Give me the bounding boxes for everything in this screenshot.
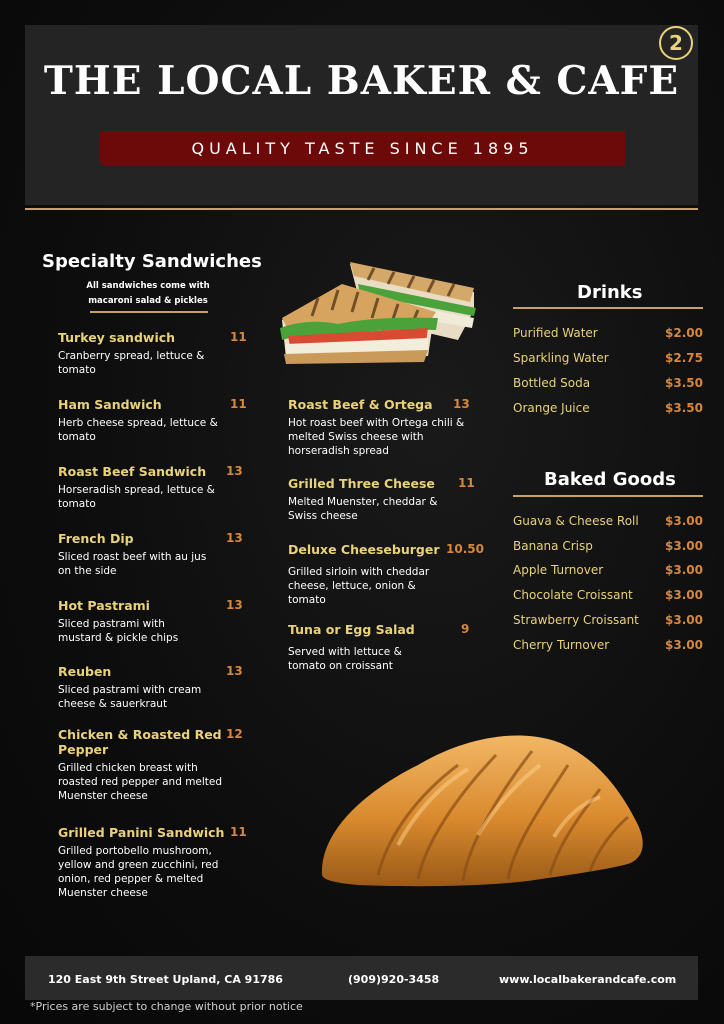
sandwich-image bbox=[278, 258, 480, 366]
item-price: 11 bbox=[458, 476, 475, 490]
baked-row bbox=[513, 514, 703, 532]
menu-item bbox=[288, 542, 483, 607]
drink-price: $3.50 bbox=[665, 376, 703, 390]
menu-item bbox=[288, 622, 483, 673]
item-price: 10.50 bbox=[446, 542, 484, 556]
menu-item bbox=[58, 397, 253, 444]
baked-row bbox=[513, 563, 703, 581]
sandwiches-title: Specialty Sandwiches bbox=[42, 251, 262, 272]
item-name: Roast Beef Sandwich bbox=[58, 464, 207, 479]
croissant-image bbox=[318, 725, 650, 890]
drink-name: Sparkling Water bbox=[513, 351, 609, 365]
item-price: 11 bbox=[230, 825, 247, 839]
item-description: Cranberry spread, lettuce & tomato bbox=[58, 350, 205, 376]
baked-name: Banana Crisp bbox=[513, 539, 593, 553]
drinks-title: Drinks bbox=[577, 282, 643, 303]
baked-price: $3.00 bbox=[665, 539, 703, 553]
sandwiches-note-line1: All sandwiches come with bbox=[86, 281, 210, 291]
drink-price: $2.75 bbox=[665, 351, 703, 365]
menu-item bbox=[288, 476, 483, 523]
footer-phone[interactable]: (909)920-3458 bbox=[348, 973, 440, 986]
baked-goods-title: Baked Goods bbox=[544, 469, 676, 490]
item-description: Horseradish spread, lettuce & tomato bbox=[58, 484, 215, 510]
item-name: Tuna or Egg Salad bbox=[288, 622, 415, 637]
item-description: Grilled chicken breast with roasted red pepper and melted Muenster cheese bbox=[58, 762, 223, 802]
sandwiches-note-line2: macaroni salad & pickles bbox=[88, 296, 208, 306]
baked-row bbox=[513, 588, 703, 606]
item-description: Sliced roast beef with au jus on the side bbox=[58, 551, 207, 577]
item-name: Grilled Panini Sandwich bbox=[58, 825, 225, 840]
item-description: Grilled portobello mushroom, yellow and green zucchini, red onion, red pepper & melted Muenster cheese bbox=[58, 845, 219, 899]
footer-address: 120 East 9th Street Upland, CA 91786 bbox=[48, 973, 283, 986]
menu-item bbox=[58, 531, 253, 578]
item-description: Sliced pastrami with mustard & pickle chips bbox=[58, 618, 179, 644]
item-price: 12 bbox=[226, 727, 243, 741]
drink-name: Bottled Soda bbox=[513, 376, 591, 390]
footer-bar bbox=[25, 956, 698, 1000]
menu-item bbox=[58, 664, 253, 711]
item-name: Hot Pastrami bbox=[58, 598, 150, 613]
menu-item bbox=[58, 825, 253, 900]
drink-price: $2.00 bbox=[665, 326, 703, 340]
baked-price: $3.00 bbox=[665, 514, 703, 528]
baked-goods-divider bbox=[513, 495, 703, 497]
item-price: 13 bbox=[453, 397, 470, 411]
menu-item bbox=[288, 397, 483, 458]
menu-item bbox=[58, 727, 253, 803]
item-name: French Dip bbox=[58, 531, 134, 546]
item-name: Roast Beef & Ortega bbox=[288, 397, 433, 412]
baked-name: Guava & Cheese Roll bbox=[513, 514, 639, 528]
menu-item bbox=[58, 464, 253, 511]
baked-price: $3.00 bbox=[665, 638, 703, 652]
drink-price: $3.50 bbox=[665, 401, 703, 415]
item-description: Hot roast beef with Ortega chili & melted Swiss cheese with horseradish spread bbox=[288, 417, 465, 457]
item-name: Grilled Three Cheese bbox=[288, 476, 435, 491]
baked-name: Apple Turnover bbox=[513, 563, 604, 577]
item-name: Chicken & Roasted Red bbox=[58, 727, 222, 742]
menu-item bbox=[58, 598, 253, 645]
item-name: Reuben bbox=[58, 664, 112, 679]
item-price: 13 bbox=[226, 531, 243, 545]
baked-row bbox=[513, 638, 703, 656]
baked-row bbox=[513, 613, 703, 631]
menu-item bbox=[58, 330, 253, 377]
baked-price: $3.00 bbox=[665, 563, 703, 577]
drink-row bbox=[513, 401, 703, 419]
item-name: Turkey sandwich bbox=[58, 330, 176, 345]
baked-name: Cherry Turnover bbox=[513, 638, 610, 652]
page-number-badge: 2 bbox=[659, 26, 693, 60]
baked-row bbox=[513, 539, 703, 557]
header-divider bbox=[25, 208, 698, 210]
baked-name: Strawberry Croissant bbox=[513, 613, 639, 627]
footer-website-link[interactable]: www.localbakerandcafe.com bbox=[499, 973, 677, 986]
item-name-line2: Pepper bbox=[58, 742, 109, 757]
sandwiches-divider bbox=[90, 311, 208, 313]
drink-row bbox=[513, 326, 703, 344]
drink-name: Orange Juice bbox=[513, 401, 590, 415]
item-description: Herb cheese spread, lettuce & tomato bbox=[58, 417, 218, 443]
item-price: 13 bbox=[226, 464, 243, 478]
item-name: Deluxe Cheeseburger bbox=[288, 542, 440, 557]
item-price: 9 bbox=[461, 622, 470, 636]
baked-price: $3.00 bbox=[665, 613, 703, 627]
item-price: 13 bbox=[226, 664, 243, 678]
menu-title: THE LOCAL BAKER & CAFE bbox=[43, 58, 680, 104]
drink-row bbox=[513, 351, 703, 369]
item-price: 11 bbox=[230, 330, 247, 344]
price-disclaimer: *Prices are subject to change without prior notice bbox=[30, 1000, 303, 1013]
item-description: Sliced pastrami with cream cheese & sauerkraut bbox=[58, 684, 202, 710]
item-description: Served with lettuce & tomato on croissant bbox=[288, 646, 402, 672]
drink-row bbox=[513, 376, 703, 394]
baked-name: Chocolate Croissant bbox=[513, 588, 633, 602]
tagline-banner: QUALITY TASTE SINCE 1895 bbox=[100, 131, 625, 165]
item-name: Ham Sandwich bbox=[58, 397, 162, 412]
item-price: 11 bbox=[230, 397, 247, 411]
baked-price: $3.00 bbox=[665, 588, 703, 602]
item-price: 13 bbox=[226, 598, 243, 612]
drink-name: Purified Water bbox=[513, 326, 598, 340]
drinks-divider bbox=[513, 307, 703, 309]
item-description: Melted Muenster, cheddar & Swiss cheese bbox=[288, 496, 438, 522]
item-description: Grilled sirloin with cheddar cheese, lettuce, onion & tomato bbox=[288, 566, 430, 606]
header-panel bbox=[25, 25, 698, 205]
